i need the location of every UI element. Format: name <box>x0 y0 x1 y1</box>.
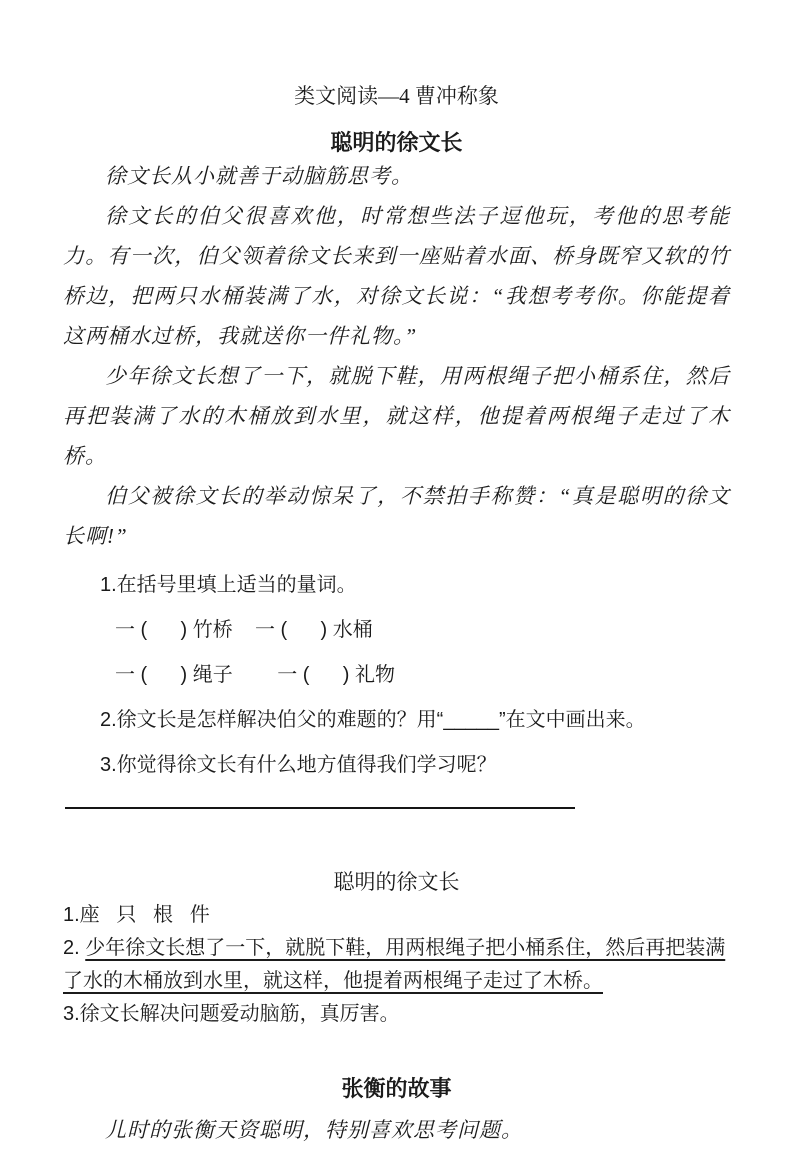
answer-3: 3.徐文长解决问题爱动脑筋，真厉害。 <box>63 1003 400 1025</box>
passage2-heading: 张衡的故事 <box>341 1076 452 1101</box>
answer-2-underlined-text: 少年徐文长想了一下，就脱下鞋，用两根绳子把小桶系住，然后再把装满了水的木桶放到水里，就这样，他提着两根绳子走过了木桥。 <box>63 937 726 992</box>
passage1-heading: 聪明的徐文长 <box>330 130 463 155</box>
doc-title: 类文阅读—4 曹冲称象 <box>294 84 499 108</box>
answer-list <box>63 899 730 1031</box>
section-divider <box>65 807 575 809</box>
answer-section-heading: 聪明的徐文长 <box>333 870 460 894</box>
passage1-paragraph-4: 伯父被徐文长的举动惊呆了，不禁拍手称赞：“真是聪明的徐文长啊!” <box>63 484 730 548</box>
answer-2-number: 2. <box>63 937 86 959</box>
answer-1: 1.座 只 根 件 <box>63 904 210 926</box>
question-list <box>63 563 730 788</box>
quantifier-blank-row-1: 一 ( ) 竹桥 一 ( ) 水桶 <box>115 619 373 641</box>
passage1-paragraph-3: 少年徐文长想了一下，就脱下鞋，用两根绳子把小桶系住，然后再把装满了水的木桶放到水里，就这样，他提着两根绳子走过了木桥。 <box>63 364 730 468</box>
question-3: 3.你觉得徐文长有什么地方值得我们学习呢？ <box>100 754 497 776</box>
question-1: 1.在括号里填上适当的量词。 <box>100 574 357 596</box>
passage1-paragraph-2: 徐文长的伯父很喜欢他，时常想些法子逗他玩，考他的思考能力。有一次，伯父领着徐文长来到一座贴着水面、桥身既窄又软的竹桥边，把两只水桶装满了水，对徐文长说：“我想考考你。你能提着这两桶水过桥，我就送你一件礼物。” <box>63 204 730 348</box>
quantifier-blank-row-2: 一 ( ) 绳子 一 ( ) 礼物 <box>115 664 395 686</box>
passage1-paragraph-1: 徐文长从小就善于动脑筋思考。 <box>105 164 413 188</box>
answer-2 <box>63 932 730 998</box>
question-2: 2.徐文长是怎样解决伯父的难题的？用“_____”在文中画出来。 <box>100 709 646 731</box>
passage2-paragraph-1: 儿时的张衡天资聪明，特别喜欢思考问题。 <box>105 1118 523 1142</box>
